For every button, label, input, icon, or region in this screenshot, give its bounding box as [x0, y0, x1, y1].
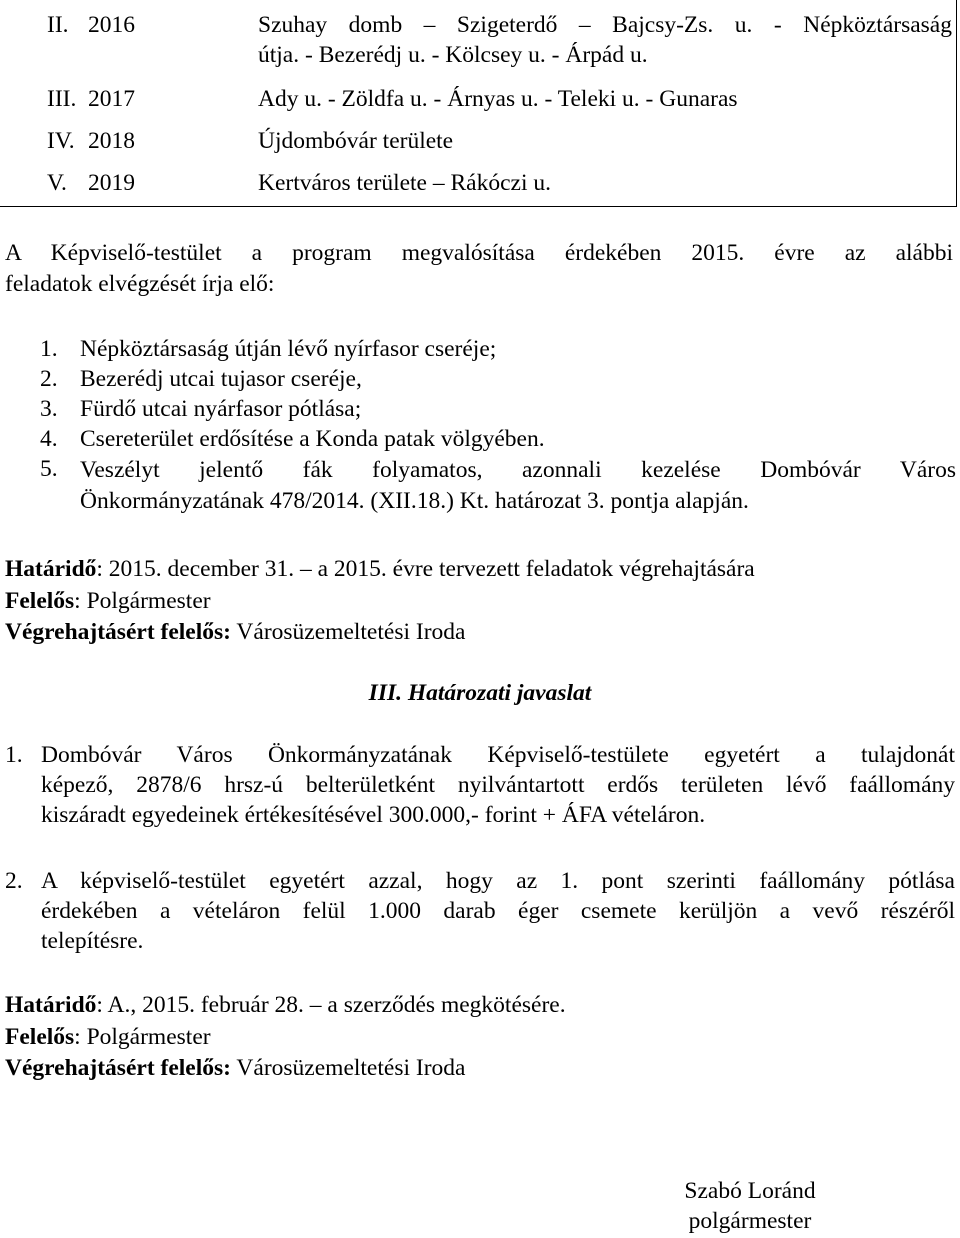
phase-number: IV.	[47, 128, 75, 154]
resolution-list	[5, 740, 955, 992]
task-text: Fürdő utcai nyárfasor pótlása;	[80, 396, 362, 422]
phase-area-line: Szuhay domb – Szigeterdő – Bajcsy-Zs. u. - Népköztársaság	[258, 12, 952, 38]
section-title: III. Határozati javaslat	[368, 680, 592, 706]
responsible-line	[5, 1022, 953, 1053]
deadline-value: : A., 2015. február 28. – a szerződés megkötésére.	[96, 992, 566, 1018]
task-number: 1.	[40, 336, 58, 362]
list-item	[40, 454, 956, 516]
task-number: 2.	[40, 366, 58, 392]
deadline-line	[5, 990, 953, 1022]
task-text-line: Önkormányzatának 478/2014. (XII.18.) Kt. határozat 3. pontja alapján.	[80, 488, 749, 514]
task-text-line: Veszélyt jelentő fák folyamatos, azonnali kezelése Dombóvár Város	[80, 457, 956, 483]
task-text: Csereterület erdősítése a Konda patak völgyében.	[80, 426, 545, 452]
executor-value: Városüzemeltetési Iroda	[230, 619, 466, 645]
resolution-number: 2.	[5, 868, 23, 894]
phase-number: II.	[47, 12, 69, 38]
resolution-line: Dombóvár Város Önkormányzatának Képviselő-testülete egyetért a tulajdonát	[41, 742, 955, 768]
phase-table	[0, 0, 957, 207]
task-list	[40, 334, 956, 516]
phase-year: 2016	[88, 12, 135, 38]
list-item	[40, 394, 956, 424]
phase-area-line: Kertváros területe – Rákóczi u.	[258, 170, 551, 196]
responsible-value: : Polgármester	[74, 1024, 211, 1050]
executor-label: Végrehajtásért felelős:	[5, 619, 231, 645]
executor-value: Városüzemeltetési Iroda	[230, 1055, 466, 1081]
list-item	[40, 424, 956, 454]
resolution-text	[41, 866, 955, 956]
task-text	[80, 454, 956, 516]
phase-number: III.	[47, 86, 77, 112]
deadline-label: Határidő	[5, 556, 97, 582]
resolution-text	[41, 740, 955, 830]
phase-year: 2019	[88, 170, 135, 196]
list-item	[5, 740, 955, 866]
resolution-line: A képviselő-testület egyetért azzal, hogy az 1. pont szerinti faállomány pótlása	[41, 868, 955, 894]
task-text: Népköztársaság útján lévő nyírfasor cseréje;	[80, 336, 497, 362]
phase-number: V.	[47, 170, 67, 196]
deadline-block	[5, 554, 953, 648]
list-item	[40, 364, 956, 394]
resolution-line: érdekében a vételáron felül 1.000 darab éger csemete kerüljön a vevő részéről	[41, 898, 955, 924]
deadline-line	[5, 554, 953, 586]
list-item	[5, 866, 955, 992]
responsible-line	[5, 586, 953, 617]
phase-year: 2017	[88, 86, 135, 112]
task-number: 3.	[40, 396, 58, 422]
task-number: 4.	[40, 426, 58, 452]
intro-line: feladatok elvégzését írja elő:	[5, 271, 275, 297]
responsible-value: : Polgármester	[74, 588, 211, 614]
phase-area-line: Újdombóvár területe	[258, 128, 454, 154]
deadline-block	[5, 990, 953, 1084]
deadline-value: : 2015. december 31. – a 2015. évre tervezett feladatok végrehajtására	[96, 556, 755, 582]
resolution-line: képező, 2878/6 hrsz-ú belterületként nyilvántartott erdős területen lévő faállomány	[41, 772, 955, 798]
signature-name: Szabó Loránd	[684, 1178, 816, 1204]
deadline-label: Határidő	[5, 992, 97, 1018]
task-number: 5.	[40, 456, 58, 482]
task-text: Bezerédj utcai tujasor cseréje,	[80, 366, 362, 392]
phase-area	[258, 10, 952, 70]
responsible-label: Felelős	[5, 1024, 75, 1050]
phase-area-line: útja. - Bezerédj u. - Kölcsey u. - Árpád u.	[258, 42, 648, 68]
phase-area	[258, 84, 952, 114]
responsible-label: Felelős	[5, 588, 75, 614]
resolution-number: 1.	[5, 742, 23, 768]
intro-paragraph	[5, 238, 953, 299]
phase-area	[258, 126, 952, 156]
phase-year: 2018	[88, 128, 135, 154]
executor-line	[5, 1053, 953, 1084]
resolution-line: kiszáradt egyedeinek értékesítésével 300.000,- forint + ÁFA vételáron.	[41, 802, 706, 828]
phase-area-line: Ady u. - Zöldfa u. - Árnyas u. - Teleki u. - Gunaras	[258, 86, 738, 112]
signature-title: polgármester	[688, 1208, 812, 1234]
signature-block	[660, 1176, 840, 1236]
phase-area	[258, 168, 952, 198]
list-item	[40, 334, 956, 364]
resolution-line: telepítésre.	[41, 928, 144, 954]
intro-line: A Képviselő-testület a program megvalósítása érdekében 2015. évre az alábbi	[5, 240, 953, 266]
executor-label: Végrehajtásért felelős:	[5, 1055, 231, 1081]
executor-line	[5, 617, 953, 648]
